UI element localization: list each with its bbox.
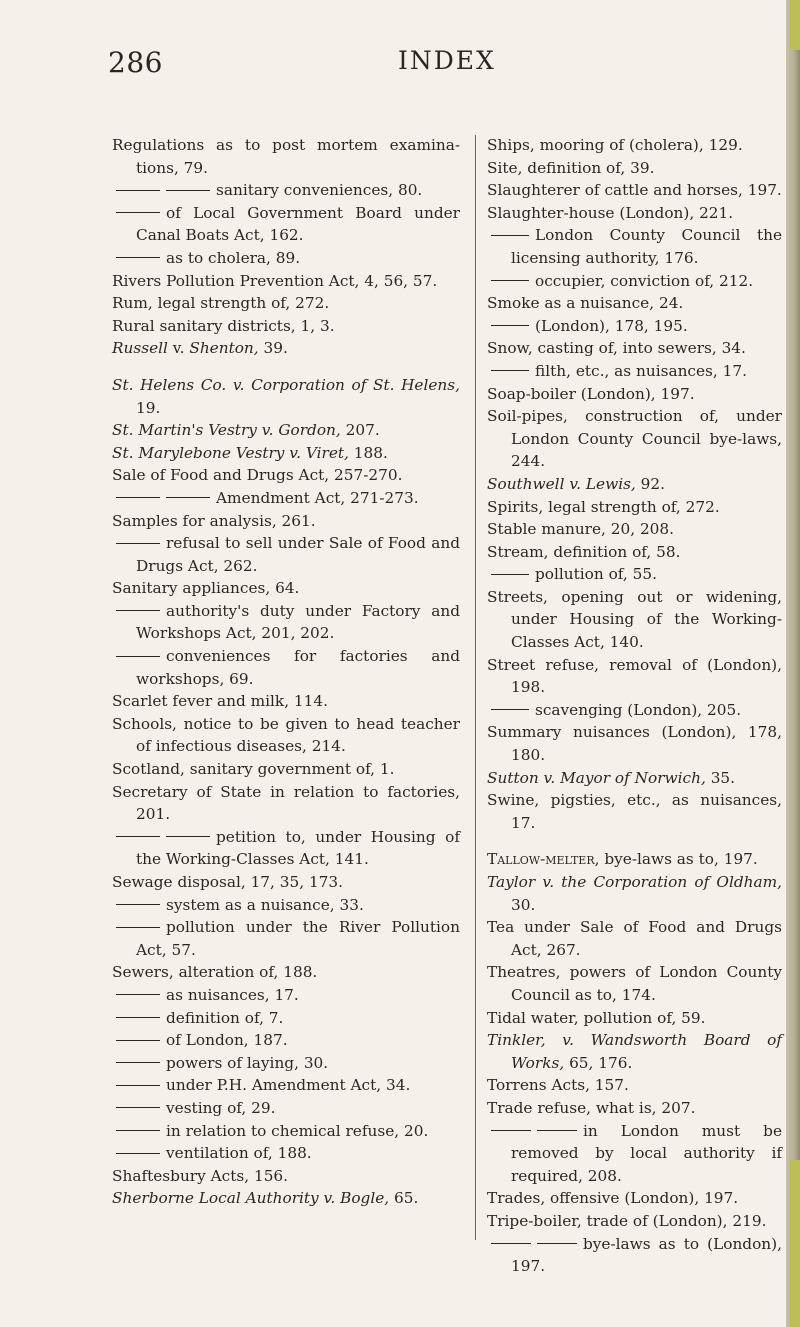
dash-rule [491, 370, 529, 371]
dash-rule [116, 190, 160, 191]
index-entry: Sewers, alteration of, 188. [112, 963, 318, 982]
dash-rule [116, 212, 160, 213]
index-entry: Rum, legal strength of, 272. [112, 294, 330, 313]
index-entry: Taylor v. the Corporation of Oldham, 30. [487, 873, 782, 914]
dash-rule [116, 904, 160, 905]
index-subentry: of Local Government Board under Canal Boats Act, 162. [112, 202, 460, 247]
index-entry: St. Martin's Vestry v. Gordon, 207. [112, 421, 380, 440]
index-entry: Slaughter-house (London), 221. [487, 203, 734, 222]
index-entry: Stable manure, 20, 208. [487, 520, 675, 539]
index-entry: Streets, opening out or widening, under Housing of the Working-Classes Act, 140. [487, 587, 782, 652]
index-entry: St. Helens Co. v. Corporation of St. Helens, 19. [112, 375, 460, 417]
index-entry: Smoke as a nuisance, 24. [487, 294, 684, 313]
index-entry: Slaughterer of cattle and horses, 197. [487, 181, 782, 200]
dash-rule [116, 1153, 160, 1154]
index-entry: Sherborne Local Authority v. Bogle, 65. [112, 1189, 419, 1208]
index-column-right [487, 134, 782, 1278]
index-subentry: scavenging (London), 205. [487, 699, 782, 722]
dash-rule [116, 257, 160, 258]
dash-rule [116, 1107, 160, 1108]
dash-rule [166, 836, 210, 837]
index-entry: Rivers Pollution Prevention Act, 4, 56, 57. [112, 271, 438, 290]
dash-rule [116, 1017, 160, 1018]
index-subentry: as to cholera, 89. [112, 247, 460, 270]
index-entry: Street refuse, removal of (London), 198. [487, 655, 782, 697]
column-divider [475, 135, 476, 1240]
index-entry: Site, definition of, 39. [487, 158, 655, 177]
index-entry: Soap-boiler (London), 197. [487, 384, 695, 403]
dash-rule [491, 574, 529, 575]
index-entry: Swine, pigsties, etc., as nuisances, 17. [487, 791, 782, 832]
index-entry: Tidal water, pollution of, 59. [487, 1008, 706, 1027]
index-subentry: definition of, 7. [112, 1007, 460, 1030]
dash-rule [537, 1243, 577, 1244]
index-subentry: occupier, conviction of, 212. [487, 270, 782, 293]
letter-gap [487, 834, 782, 848]
index-entry: Schools, notice to be given to head teacher of infectious diseases, 214. [112, 714, 460, 756]
index-entry: Russell v. Shenton, 39. [112, 339, 288, 358]
dash-rule [116, 1130, 160, 1131]
index-subentry: under P.H. Amendment Act, 34. [112, 1074, 460, 1097]
index-entry: Sutton v. Mayor of Norwich, 35. [487, 768, 736, 787]
index-entry: Torrens Acts, 157. [487, 1076, 629, 1095]
index-subentry: pollution under the River Pollution Act, 57. [112, 916, 460, 961]
index-entry: Southwell v. Lewis, 92. [487, 474, 665, 493]
index-subentry: petition to, under Housing of the Working-Classes Act, 141. [112, 826, 460, 871]
dash-rule [537, 1130, 577, 1131]
index-entry: Samples for analysis, 261. [112, 511, 316, 530]
index-entry: Summary nuisances (London), 178, 180. [487, 723, 782, 765]
index-entry: Tallow-melter, bye-laws as to, 197. [487, 850, 758, 869]
page-edge [786, 0, 800, 1327]
dash-rule [491, 1243, 531, 1244]
dash-rule [491, 709, 529, 710]
index-subentry: of London, 187. [112, 1029, 460, 1052]
index-entry: Soil-pipes, construction of, under London County Council bye-laws, 244. [487, 407, 782, 471]
index-entry: Tinkler, v. Wandsworth Board of Works, 65, 176. [487, 1031, 782, 1072]
index-subentry: sanitary conveniences, 80. [112, 179, 460, 202]
dash-rule [116, 927, 160, 928]
index-subentry: refusal to sell under Sale of Food and Drugs Act, 262. [112, 532, 460, 577]
dash-rule [166, 190, 210, 191]
dash-rule [116, 543, 160, 544]
dash-rule [166, 497, 210, 498]
index-entry: Ships, mooring of (cholera), 129. [487, 136, 743, 154]
index-entry: Shaftesbury Acts, 156. [112, 1166, 289, 1185]
dash-rule [491, 280, 529, 281]
index-subentry: filth, etc., as nuisances, 17. [487, 360, 782, 383]
dash-rule [116, 656, 160, 657]
page-edge-mark [790, 1160, 800, 1327]
running-title: INDEX [398, 46, 496, 75]
index-entry: Rural sanitary districts, 1, 3. [112, 316, 335, 335]
index-subentry: conveniences for factories and workshops, 69. [112, 645, 460, 690]
dash-rule [116, 1062, 160, 1063]
index-entry: Theatres, powers of London County Council as to, 174. [487, 963, 782, 1004]
page-edge-mark [790, 0, 800, 50]
index-subentry: bye-laws as to (London), 197. [487, 1233, 782, 1278]
index-entry: Regulations as to post mortem examinations, 79. [112, 136, 460, 177]
index-subentry: pollution of, 55. [487, 563, 782, 586]
index-entry: St. Marylebone Vestry v. Viret, 188. [112, 443, 388, 462]
dash-rule [491, 325, 529, 326]
index-entry: Stream, definition of, 58. [487, 542, 681, 561]
index-entry: Scarlet fever and milk, 114. [112, 692, 328, 711]
index-subentry: powers of laying, 30. [112, 1052, 460, 1075]
index-entry: Tripe-boiler, trade of (London), 219. [487, 1211, 767, 1230]
index-entry: Trade refuse, what is, 207. [487, 1098, 696, 1117]
dash-rule [116, 497, 160, 498]
index-entry: Scotland, sanitary government of, 1. [112, 760, 395, 779]
index-entry: Secretary of State in relation to factories, 201. [112, 782, 460, 824]
dash-rule [116, 994, 160, 995]
index-entry: Sale of Food and Drugs Act, 257-270. [112, 466, 403, 485]
index-entry: Trades, offensive (London), 197. [487, 1189, 739, 1208]
index-subentry: authority's duty under Factory and Workshops Act, 201, 202. [112, 600, 460, 645]
index-subentry: in London must be removed by local authority if required, 208. [487, 1120, 782, 1188]
dash-rule [491, 235, 529, 236]
dash-rule [116, 610, 160, 611]
page-number: 286 [108, 46, 163, 79]
index-entry: Spirits, legal strength of, 272. [487, 497, 720, 516]
dash-rule [116, 1040, 160, 1041]
index-subentry: vesting of, 29. [112, 1097, 460, 1120]
index-subentry: (London), 178, 195. [487, 315, 782, 338]
index-entry: Tea under Sale of Food and Drugs Act, 267. [487, 918, 782, 959]
index-subentry: in relation to chemical refuse, 20. [112, 1120, 460, 1143]
index-subentry: Amendment Act, 271-273. [112, 487, 460, 510]
dash-rule [491, 1130, 531, 1131]
index-subentry: as nuisances, 17. [112, 984, 460, 1007]
dash-rule [116, 836, 160, 837]
index-subentry: ventilation of, 188. [112, 1142, 460, 1165]
index-subentry: London County Council the licensing authority, 176. [487, 224, 782, 269]
index-entry: Sanitary appliances, 64. [112, 579, 300, 598]
index-column-left [112, 134, 460, 1210]
dash-rule [116, 1085, 160, 1086]
index-subentry: system as a nuisance, 33. [112, 894, 460, 917]
index-entry: Sewage disposal, 17, 35, 173. [112, 873, 344, 891]
letter-gap [112, 360, 460, 374]
index-entry: Snow, casting of, into sewers, 34. [487, 339, 746, 358]
page-header [0, 46, 790, 86]
